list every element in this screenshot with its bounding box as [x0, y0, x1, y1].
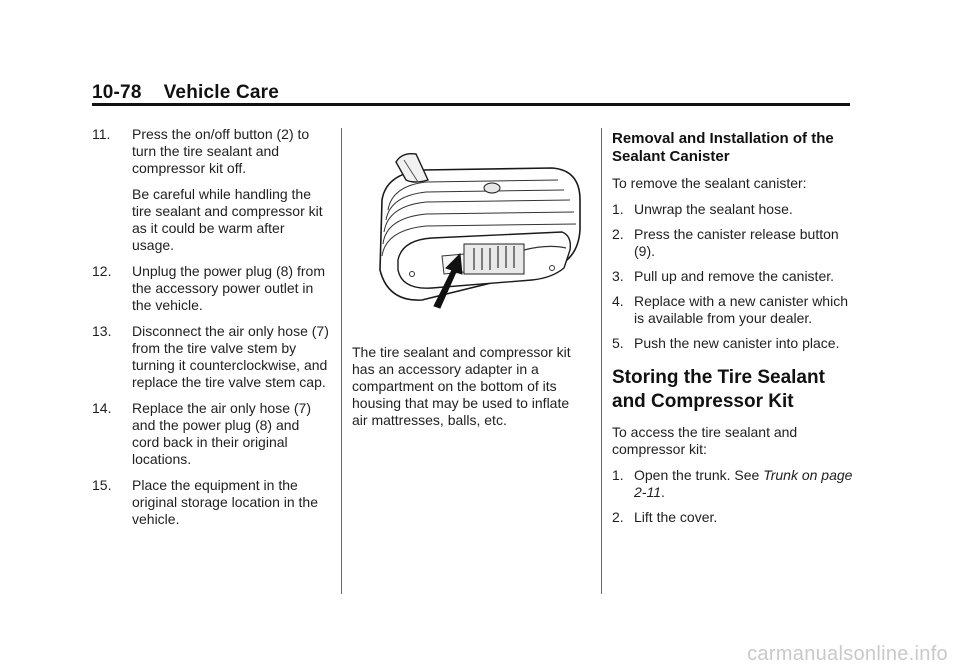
step-number: 1. — [612, 201, 624, 217]
heading-removal-installation: Removal and Installation of the Sealant Canister — [612, 130, 834, 165]
step-lift-cover — [612, 509, 854, 526]
step-number: 1. — [612, 467, 624, 483]
trunk-reference-link[interactable]: Trunk on page 2-11 — [634, 467, 853, 500]
item-number: 12. — [92, 263, 112, 279]
item-number: 15. — [92, 477, 112, 493]
step-number: 2. — [612, 226, 624, 242]
caution-note: Be careful while handling the tire sealant and compressor kit as it could be warm after usage. — [132, 186, 323, 253]
figure-caption: The tire sealant and compressor kit has an accessory adapter in a compartment on the bottom of its housing that may be used to inflate air mattresses, balls, etc. — [352, 344, 571, 428]
step-number: 5. — [612, 335, 624, 351]
step-text: Pull up and remove the canister. — [634, 268, 835, 284]
heading-storing-kit: Storing the Tire Sealant and Compressor Kit — [612, 367, 825, 412]
intro-access: To access the tire sealant and compressor kit: — [612, 424, 798, 457]
step-text — [612, 467, 854, 501]
step-number: 4. — [612, 293, 624, 309]
watermark: carmanualsonline.info — [747, 643, 948, 665]
step-text: Unwrap the sealant hose. — [634, 201, 793, 217]
item-number: 13. — [92, 323, 112, 339]
intro-remove: To remove the sealant canister: — [612, 175, 807, 191]
item-text: Place the equipment in the original storage location in the vehicle. — [132, 477, 319, 527]
column-divider-2 — [601, 128, 602, 594]
list-item-13 — [92, 323, 330, 391]
item-text: Press the on/off button (2) to turn the tire sealant and compressor kit off. — [132, 126, 310, 176]
step-text: Replace with a new canister which is available from your dealer. — [634, 293, 848, 326]
list-item-14 — [92, 400, 330, 468]
column-3 — [612, 126, 854, 534]
step-open-trunk — [612, 467, 854, 501]
step-1 — [612, 201, 854, 218]
item-number: 11. — [92, 126, 111, 142]
page-number: 10-78 — [92, 82, 142, 103]
step-text-end: . — [660, 484, 665, 500]
step-2 — [612, 226, 854, 260]
list-item-11 — [92, 126, 330, 177]
header-rule — [92, 103, 850, 106]
column-divider-1 — [341, 128, 342, 594]
column-2 — [352, 126, 588, 438]
page-header — [92, 82, 279, 104]
compressor-kit-illustration — [352, 140, 588, 310]
list-item-15 — [92, 477, 330, 528]
item-text: Unplug the power plug (8) from the accessory power outlet in the vehicle. — [132, 263, 325, 313]
section-title: Vehicle Care — [163, 82, 280, 103]
step-number: 2. — [612, 509, 624, 525]
step-text: Lift the cover. — [634, 509, 718, 525]
item-number: 14. — [92, 400, 112, 416]
step-5 — [612, 335, 854, 352]
item-text: Replace the air only hose (7) and the power plug (8) and cord back in their original locations. — [132, 400, 311, 467]
step-4 — [612, 293, 854, 327]
step-number: 3. — [612, 268, 624, 284]
column-1 — [92, 126, 330, 537]
step-text: Push the new canister into place. — [634, 335, 840, 351]
step-text: Press the canister release button (9). — [634, 226, 839, 259]
list-item-12 — [92, 263, 330, 314]
step-text-lead: Open the trunk. See — [634, 467, 764, 483]
item-text: Disconnect the air only hose (7) from the tire valve stem by turning it counterclockwise, and replace the tire valve stem cap. — [132, 323, 329, 390]
step-3 — [612, 268, 854, 285]
